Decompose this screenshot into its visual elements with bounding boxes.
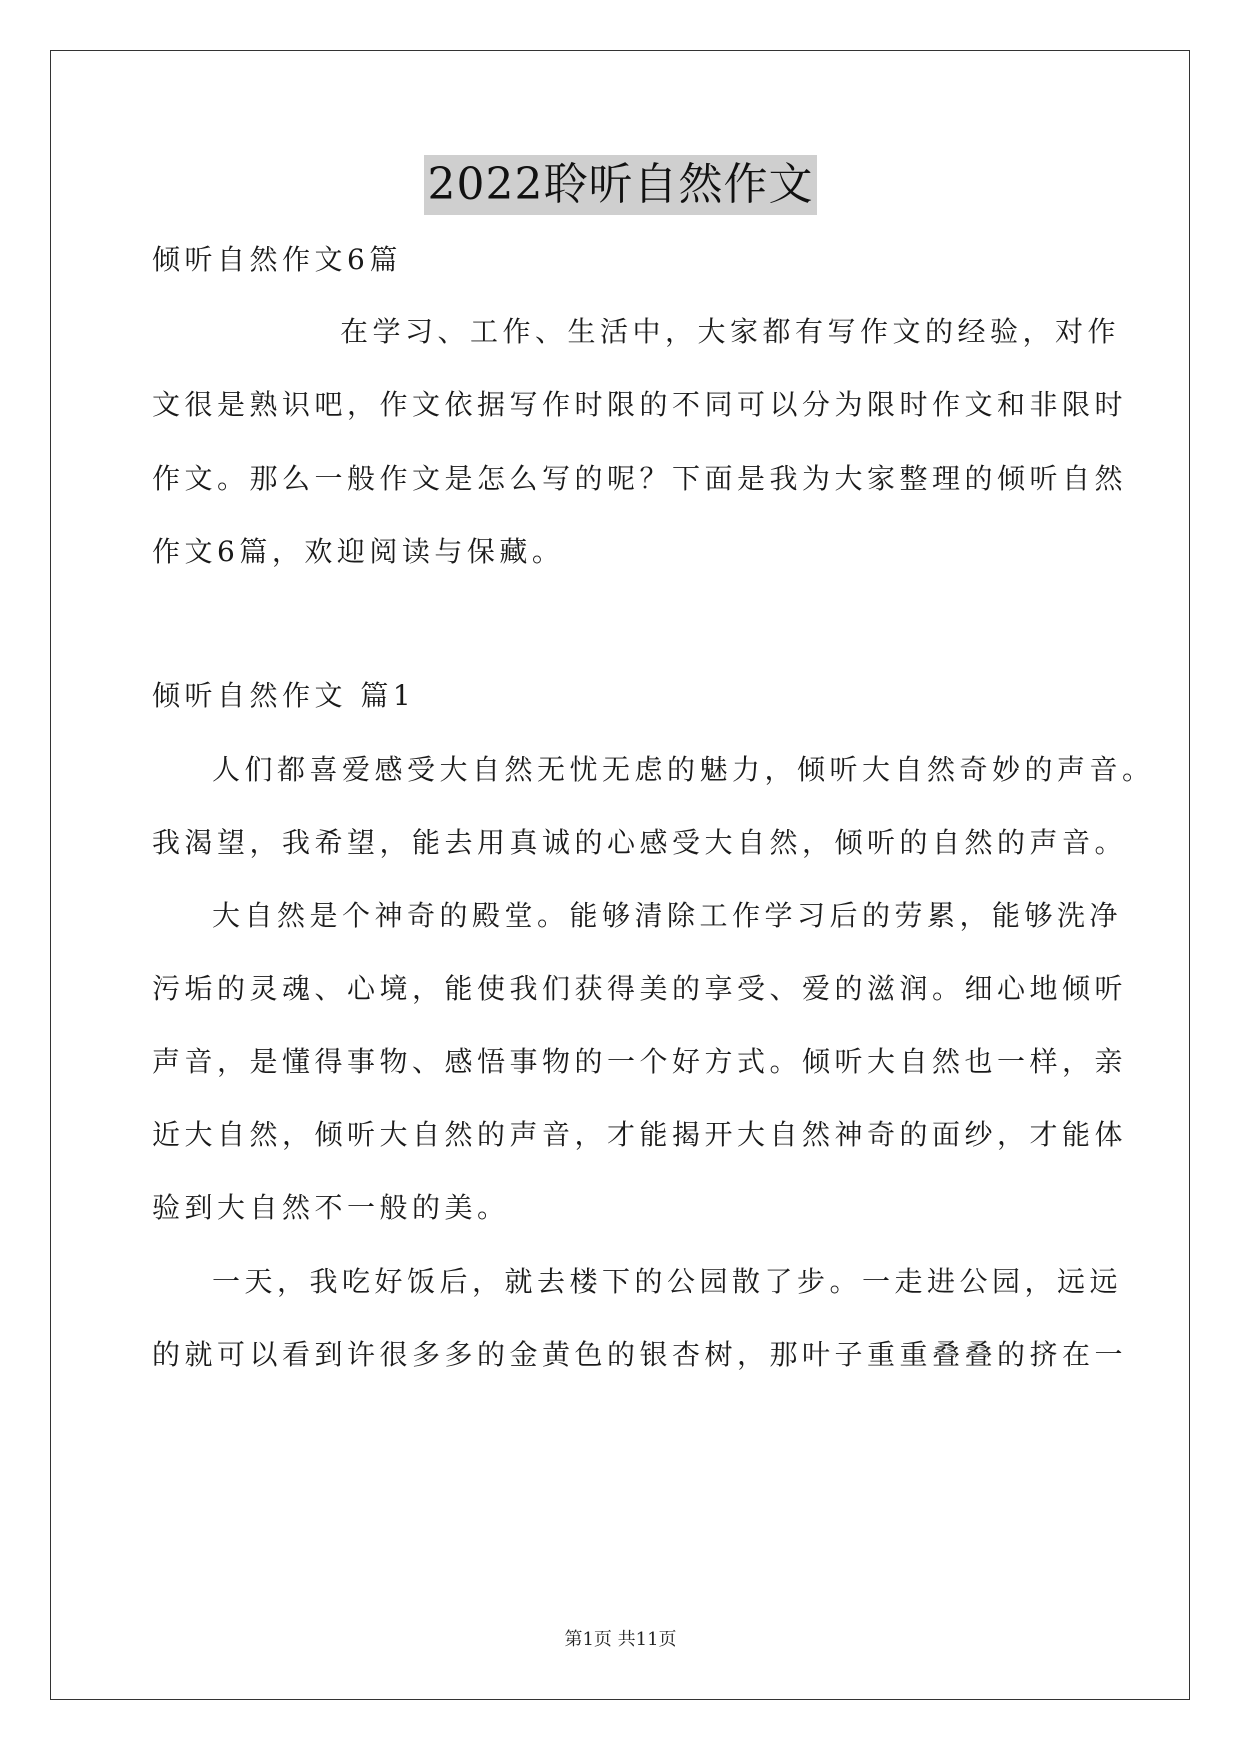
document-subtitle: 倾听自然作文6篇 (152, 243, 402, 276)
body-line-6: 近大自然，倾听大自然的声音，才能揭开大自然神奇的面纱，才能体 (152, 1118, 1128, 1151)
body-line-4: 污垢的灵魂、心境，能使我们获得美的享受、爱的滋润。细心地倾听 (152, 972, 1128, 1005)
body-line-1: 人们都喜爱感受大自然无忧无虑的魅力，倾听大自然奇妙的声音。 (212, 753, 1155, 786)
intro-line-4: 作文6篇，欢迎阅读与保藏。 (152, 535, 565, 568)
section-heading: 倾听自然作文 篇1 (152, 679, 416, 712)
page-border (50, 50, 1190, 1700)
body-line-5: 声音，是懂得事物、感悟事物的一个好方式。倾听大自然也一样，亲 (152, 1045, 1128, 1078)
document-title: 2022聆听自然作文 (424, 155, 818, 215)
page-footer: 第1页 共11页 (564, 1629, 677, 1650)
body-line-3: 大自然是个神奇的殿堂。能够清除工作学习后的劳累，能够洗净 (212, 899, 1123, 932)
body-line-7: 验到大自然不一般的美。 (152, 1191, 510, 1224)
intro-line-1: 在学习、工作、生活中，大家都有写作文的经验，对作 (340, 315, 1121, 348)
body-line-2: 我渴望，我希望，能去用真诚的心感受大自然，倾听的自然的声音。 (152, 826, 1128, 859)
body-line-9: 的就可以看到许很多多的金黄色的银杏树，那叶子重重叠叠的挤在一 (152, 1338, 1128, 1371)
intro-line-3: 作文。那么一般作文是怎么写的呢？下面是我为大家整理的倾听自然 (152, 462, 1128, 495)
intro-line-2: 文很是熟识吧，作文依据写作时限的不同可以分为限时作文和非限时 (152, 388, 1128, 421)
title-container (0, 155, 1241, 215)
body-line-8: 一天，我吃好饭后，就去楼下的公园散了步。一走进公园，远远 (212, 1265, 1123, 1298)
